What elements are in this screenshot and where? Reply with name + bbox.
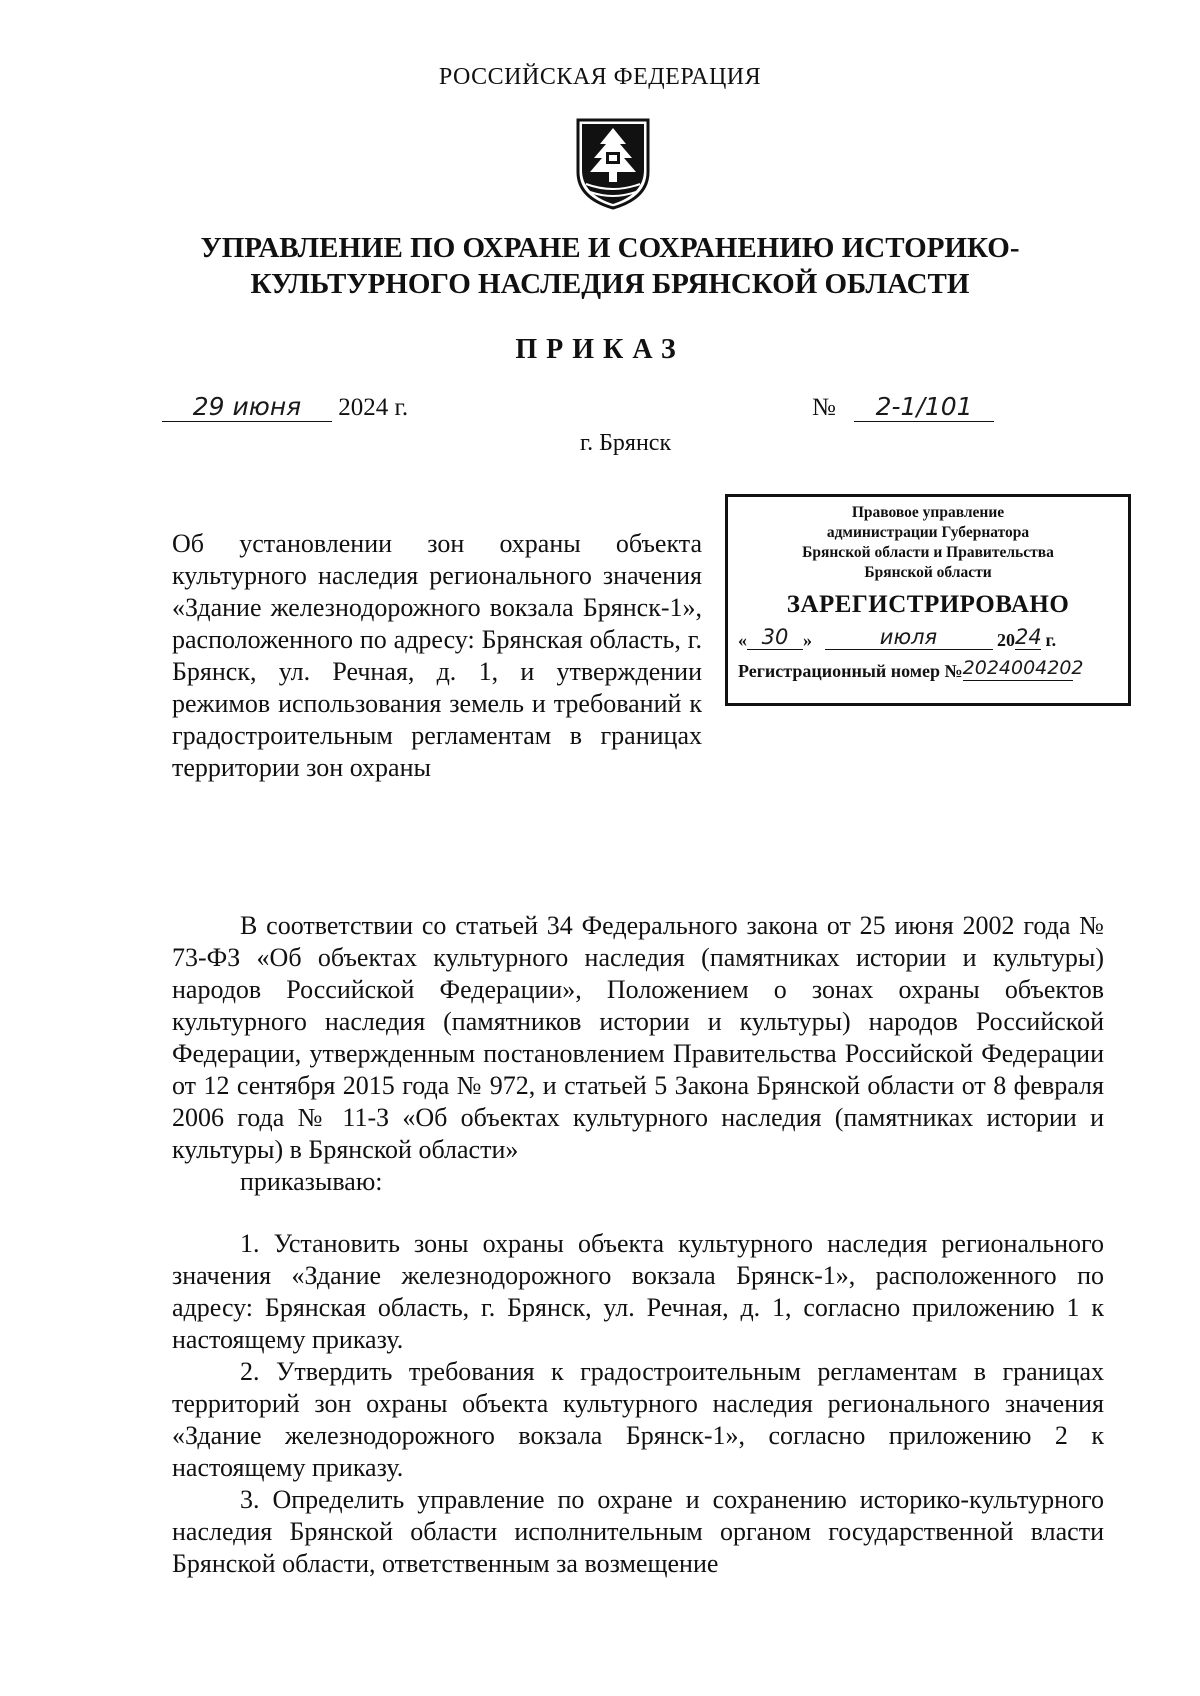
registration-stamp	[725, 494, 1131, 706]
stamp-quote-close: »	[803, 630, 812, 650]
document-subject: Об установлении зон охраны объекта культурного наследия регионального значения «Здание железнодорожного вокзала Брянск-1», расположенного по адресу: Брянская область, г. Брянск, ул. Речная, д. 1, и утверждении режимов использования земель и требований к градостроительным регламентам в границах территории зон охраны	[172, 529, 702, 782]
document-date	[162, 392, 408, 422]
stamp-year-suffix: г.	[1045, 630, 1057, 650]
order-word: приказываю:	[240, 1167, 383, 1196]
order-item-3: 3. Определить управление по охране и сохранению историко-культурного наследия Брянской области исполнительным органом государственной власти Брянской области, ответственным за возмещение	[172, 1485, 1104, 1578]
order-item-2: 2. Утвердить требования к градостроительным регламентам в границах территорий зон охраны объекта культурного наследия регионального значения «Здание железнодорожного вокзала Брянск-1», согласно приложению 2 к настоящему приказу.	[172, 1357, 1104, 1482]
stamp-reg-number: 2024004202	[962, 657, 1084, 679]
stamp-month: июля	[825, 627, 993, 650]
stamp-year-prefix: 20	[997, 630, 1015, 650]
preamble-paragraph: В соответствии со статьей 34 Федерального закона от 25 июня 2002 года № 73-ФЗ «Об объектах культурного наследия (памятниках истории и культуры) народов Российской Федерации», Положением о зонах охраны объектов культурного наследия (памятников истории и культуры) народов Российской Федерации, утвержденным постановлением Правительства Российской Федерации от 12 сентября 2015 года № 972, и статьей 5 Закона Брянской области от 8 февраля 2006 года № 11-З «Об объектах культурного наследия (памятниках истории и культуры) в Брянской области»	[172, 911, 1104, 1164]
stamp-quote-open: «	[738, 630, 747, 650]
number-handwritten: 2-1/101	[854, 392, 994, 422]
stamp-reg-label: Регистрационный номер №	[738, 661, 963, 681]
stamp-line-2: администрации Губернатора	[826, 524, 1030, 541]
stamp-registered: ЗАРЕГИСТРИРОВАНО	[786, 591, 1070, 618]
document-body	[172, 910, 1104, 1580]
stamp-date-row	[738, 627, 1118, 650]
stamp-line-1: Правовое управление	[851, 504, 1005, 521]
organization-title: УПРАВЛЕНИЕ ПО ОХРАНЕ И СОХРАНЕНИЮ ИСТОРИКО-КУЛЬТУРНОГО НАСЛЕДИЯ БРЯНСКОЙ ОБЛАСТИ	[200, 232, 1020, 300]
document-number	[812, 392, 994, 422]
document-type: ПРИКАЗ	[515, 334, 685, 365]
date-handwritten: 29 июня	[162, 392, 332, 422]
stamp-reg-number-row	[738, 658, 1118, 681]
stamp-line-3: Брянской области и Правительства	[802, 544, 1054, 561]
stamp-line-4: Брянской области	[864, 564, 992, 581]
number-prefix: №	[812, 394, 836, 421]
document-city: г. Брянск	[580, 430, 672, 456]
date-year: 2024 г.	[338, 394, 409, 421]
stamp-year: 24	[1015, 625, 1042, 649]
country-title: РОССИЙСКАЯ ФЕДЕРАЦИЯ	[438, 64, 762, 90]
stamp-day: 30	[747, 627, 803, 650]
coat-of-arms-icon	[576, 118, 650, 210]
order-item-1: 1. Установить зоны охраны объекта культурного наследия регионального значения «Здание железнодорожного вокзала Брянск-1», расположенного по адресу: Брянская область, г. Брянск, ул. Речная, д. 1, согласно приложению 1 к настоящему приказу.	[172, 1229, 1104, 1354]
